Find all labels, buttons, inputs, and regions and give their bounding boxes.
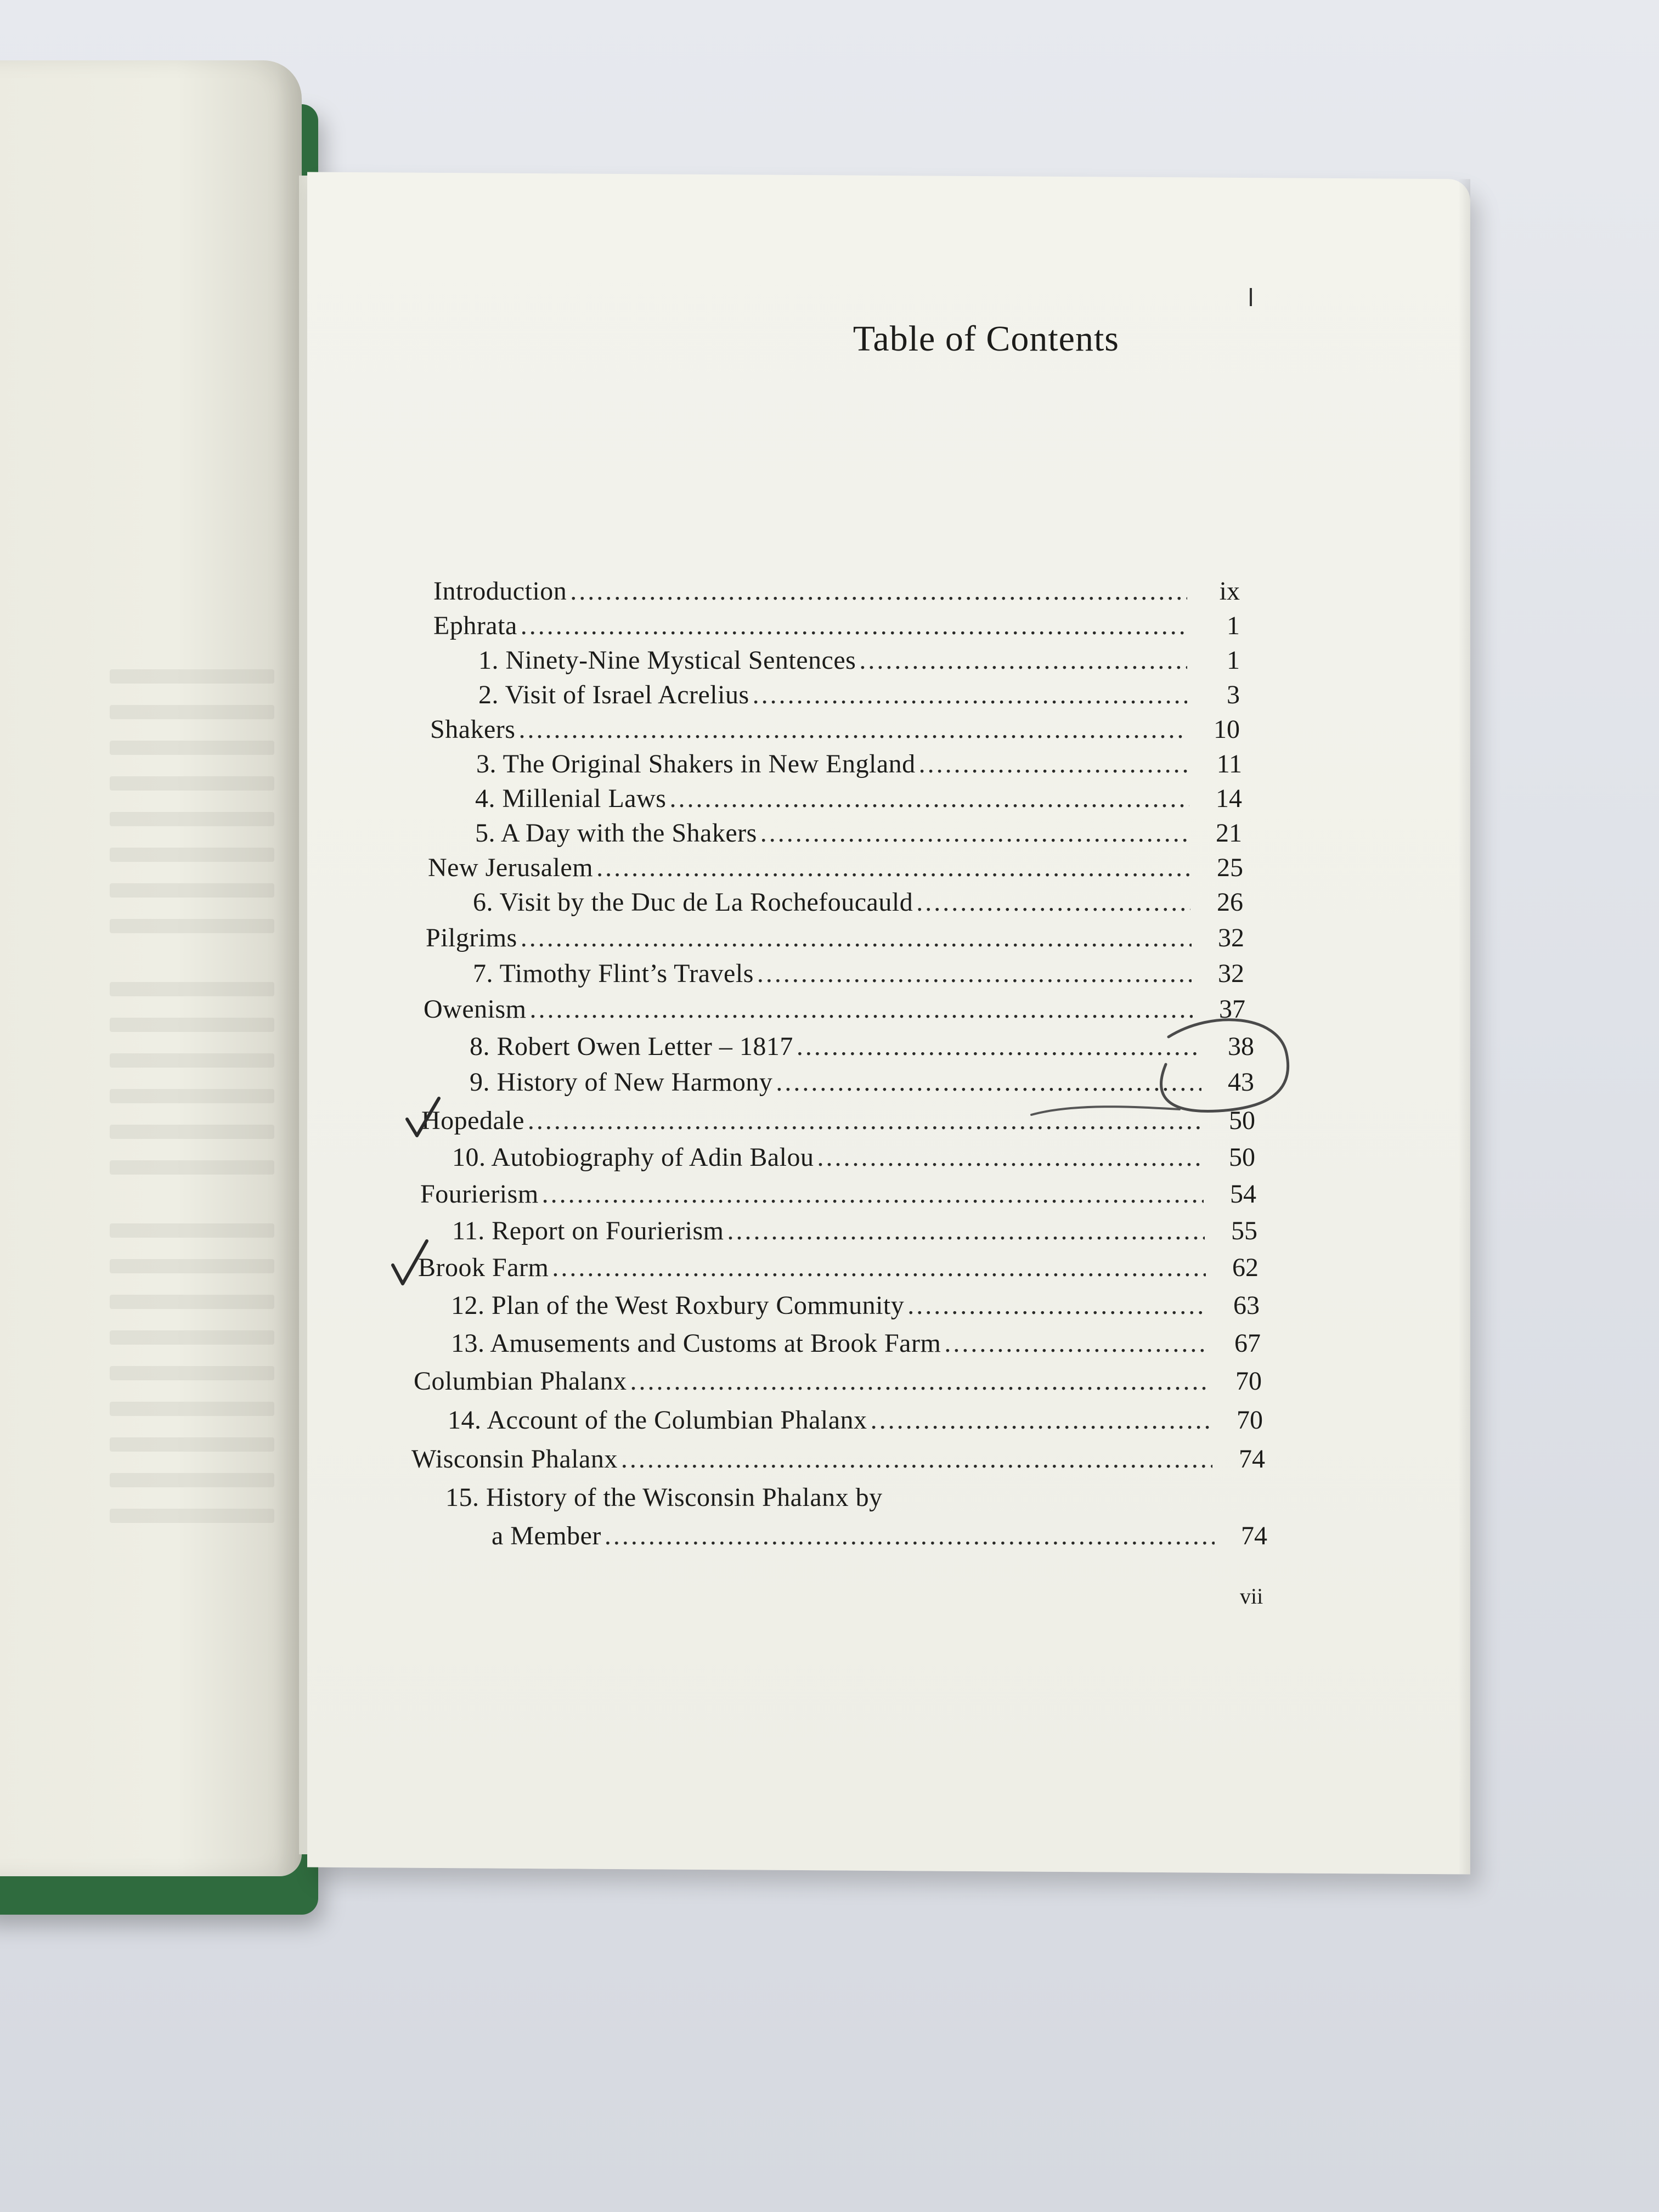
toc-entry-page: 70 (1237, 1406, 1263, 1435)
leader-dots (916, 887, 1190, 918)
toc-entry (473, 887, 1243, 918)
toc-entry-label: 2. Visit of Israel Acrelius (478, 680, 749, 709)
leader-dots (529, 994, 1193, 1025)
leader-dots (944, 1328, 1208, 1359)
toc-entry-label: Fourierism (420, 1180, 539, 1209)
toc-entry (421, 1105, 1255, 1136)
toc-entry-label: Columbian Phalanx (414, 1367, 627, 1396)
leader-dots (518, 714, 1187, 745)
leader-dots (552, 1252, 1206, 1283)
toc-entry-page: 26 (1217, 888, 1243, 917)
toc-entry (451, 1290, 1260, 1321)
leader-dots (596, 853, 1190, 883)
toc-entry (452, 1142, 1255, 1173)
leader-dots (907, 1290, 1207, 1321)
page-title: Table of Contents (853, 319, 1119, 359)
toc-entry-page: 55 (1231, 1216, 1257, 1245)
leader-dots (871, 1405, 1210, 1436)
toc-entry-label: 5. A Day with the Shakers (475, 819, 757, 848)
toc-entry (470, 1031, 1254, 1062)
toc-entry (451, 1328, 1261, 1359)
toc-entry-label: 3. The Original Shakers in New England (476, 749, 916, 778)
toc-entry-page: 67 (1234, 1329, 1261, 1358)
toc-entry (492, 1521, 1267, 1551)
toc-entry (448, 1405, 1263, 1436)
toc-entry-page: 70 (1235, 1367, 1262, 1396)
toc-entry-label: 4. Millenial Laws (475, 784, 667, 813)
toc-entry-label: a Member (492, 1521, 601, 1550)
leader-dots (727, 1216, 1205, 1246)
leader-dots (528, 1105, 1203, 1136)
leader-dots (669, 783, 1189, 814)
toc-entry-page: 25 (1217, 853, 1243, 882)
toc-entry (478, 680, 1240, 710)
toc-entry-page: 50 (1229, 1143, 1255, 1172)
toc-entry-label: 1. Ninety-Nine Mystical Sentences (478, 646, 856, 675)
toc-entry-page: 10 (1214, 715, 1240, 744)
toc-entry-label: 10. Autobiography of Adin Balou (452, 1143, 814, 1172)
toc-entry (470, 1067, 1254, 1098)
toc-entry-label: Pilgrims (426, 923, 517, 952)
leader-dots (859, 645, 1187, 676)
toc-entry (428, 853, 1243, 883)
toc-entry-page: 43 (1228, 1068, 1254, 1097)
toc-entry (420, 1179, 1256, 1210)
leader-dots (919, 749, 1189, 780)
toc-entry-page: 1 (1227, 646, 1240, 675)
toc-entry-label: Brook Farm (418, 1253, 549, 1282)
toc-entry (430, 714, 1240, 745)
toc-entry-page: 54 (1230, 1180, 1256, 1209)
toc-entry-label: 8. Robert Owen Letter – 1817 (470, 1032, 793, 1061)
toc-entry-page: 14 (1216, 784, 1242, 813)
toc-entry (476, 749, 1242, 780)
toc-entry-page: 50 (1229, 1106, 1255, 1135)
toc-entry (433, 576, 1240, 607)
toc-entry (475, 783, 1242, 814)
toc-entry-label: 12. Plan of the West Roxbury Community (451, 1291, 905, 1320)
toc-entry-label: 7. Timothy Flint’s Travels (473, 959, 754, 988)
toc-entry-label: 14. Account of the Columbian Phalanx (448, 1406, 867, 1435)
toc-entry (433, 611, 1240, 641)
toc-entry (424, 994, 1245, 1025)
leader-dots (760, 818, 1189, 849)
leader-dots (605, 1521, 1215, 1551)
toc-entry-label: 11. Report on Fourierism (452, 1216, 724, 1245)
toc-entry-page: 3 (1227, 680, 1240, 709)
toc-entry-page: 11 (1216, 749, 1242, 778)
toc-entry-page: 32 (1218, 923, 1244, 952)
toc-entry-label: Introduction (433, 577, 567, 606)
leader-dots (753, 680, 1187, 710)
toc-entry-label: 6. Visit by the Duc de La Rochefoucauld (473, 888, 913, 917)
leader-dots (621, 1444, 1212, 1475)
toc-entry-label: Hopedale (421, 1106, 524, 1135)
toc-entry (426, 923, 1244, 953)
leader-dots (630, 1366, 1209, 1397)
toc-entry (452, 1216, 1257, 1246)
toc-entry-page: 1 (1227, 611, 1240, 640)
toc-entry-label: New Jerusalem (428, 853, 594, 882)
leader-dots (570, 576, 1187, 607)
toc-entry-page: 37 (1219, 995, 1245, 1024)
toc-entry (475, 818, 1242, 849)
toc-entry (418, 1252, 1259, 1283)
toc-entry-page: ix (1219, 577, 1240, 606)
toc-entry (414, 1366, 1262, 1397)
toc-entry-label: Owenism (424, 995, 527, 1024)
leader-dots (521, 923, 1192, 953)
toc-entry (473, 958, 1244, 989)
toc-entry-page: 74 (1239, 1444, 1265, 1474)
toc-entry-page: 21 (1216, 819, 1242, 848)
toc-entry (478, 645, 1240, 676)
toc-entry-page: 32 (1218, 959, 1244, 988)
toc-entry-label: 9. History of New Harmony (470, 1068, 773, 1097)
toc-entry-label: 15. History of the Wisconsin Phalanx by (445, 1483, 883, 1512)
leader-dots (817, 1142, 1203, 1173)
toc-entry-label: 13. Amusements and Customs at Brook Farm (451, 1329, 941, 1358)
leader-dots (521, 611, 1187, 641)
toc-entry-page: 63 (1233, 1291, 1260, 1320)
leader-dots (542, 1179, 1204, 1210)
leader-dots (797, 1031, 1201, 1062)
toc-entry-page: 62 (1232, 1253, 1259, 1282)
leader-dots (757, 958, 1192, 989)
toc-entry-label: Wisconsin Phalanx (411, 1444, 618, 1474)
toc-entry-label: Shakers (430, 715, 516, 744)
page-number: vii (1240, 1584, 1263, 1609)
toc-entry-page: 38 (1228, 1032, 1254, 1061)
leader-dots (776, 1067, 1201, 1098)
toc-entry-page: 74 (1241, 1521, 1267, 1550)
toc-entry-label: Ephrata (433, 611, 517, 640)
toc-entry (411, 1444, 1265, 1475)
